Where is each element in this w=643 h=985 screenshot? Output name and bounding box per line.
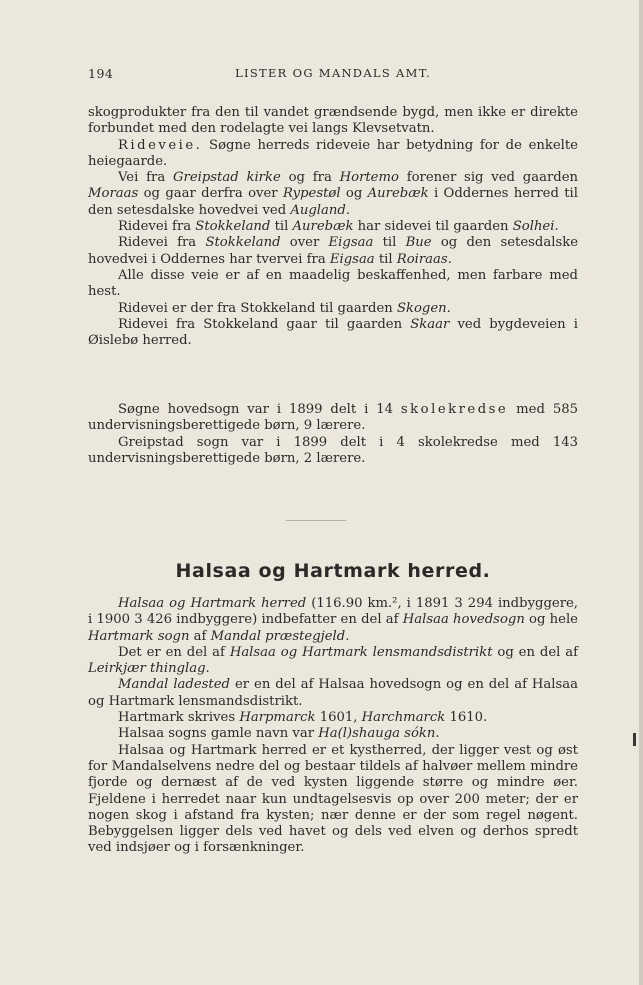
run: og gaar derfra over: [138, 186, 283, 202]
paragraph: [88, 268, 578, 301]
run: Ridevei fra: [118, 235, 206, 251]
section-heading: Halsaa og Hartmark herred.: [175, 560, 491, 582]
run: over: [280, 235, 329, 251]
run: .: [554, 219, 559, 235]
run: Eigsaa: [329, 251, 375, 267]
paragraph: [88, 596, 578, 645]
run: Harchmarck: [361, 710, 446, 726]
run: Alle disse veie er af en maadelig beskaffenhed, men farbare med hest.: [88, 267, 578, 300]
text-block-halsaa: [88, 596, 578, 857]
paragraph: [88, 743, 578, 857]
run: Aurebæk: [292, 219, 354, 235]
run: til: [270, 219, 293, 235]
page-header: [88, 66, 578, 84]
paragraph: [88, 219, 578, 235]
paragraph: [88, 710, 578, 726]
run: Mandal ladested: [118, 677, 230, 693]
run: .: [345, 202, 351, 218]
run: Søgne herreds rideveie har betydning for de enkelte heiegaarde.: [88, 137, 578, 169]
run: Det er en del af: [118, 644, 230, 660]
run: Halsaa og Hartmark lensmandsdistrikt: [229, 644, 493, 660]
run: og hele: [524, 612, 578, 628]
run: Roiraas: [396, 251, 448, 267]
run: Rideveie.: [118, 137, 203, 153]
run: skogprodukter fra den til vandet grændsende bygd, men ikke er direkte forbundet med den rodelagte vei langs Klevsetvatn.: [88, 105, 578, 137]
run: Ha(l)shauga sókn: [318, 726, 436, 742]
run: i Oddernes herred til den setesdalske hovedvei ved: [88, 186, 578, 218]
run: Halsaa og Hartmark herred er et kystherred, der ligger vest og øst for Mandalselvens nedre del og bestaar tildels af halvøer mellem mindre fjorde og dernæst af de ved kysten liggende større og mindre øer. Fjeldene i herredet naar kun undtagelsesvis op over 200 meter; der er nogen skog i afstand fra kysten; nær denne er der som regel nøgent. Bebyggelsen ligger dels ved havet og dels ved elven og derhos spredt ved indsjøer og i forsænkninger.: [88, 742, 578, 856]
paragraph: [88, 235, 578, 268]
run: Halsaa sogns gamle navn var: [118, 726, 319, 742]
run: Vei fra: [118, 170, 173, 186]
run: Moraas: [88, 186, 139, 202]
run: og en del af: [492, 644, 578, 660]
run: 1601,: [315, 710, 362, 726]
run: .: [345, 628, 350, 644]
margin-mark: [633, 733, 636, 746]
run: Rypestøl: [282, 186, 341, 202]
run: af: [189, 628, 211, 644]
run: Ridevei er der fra Stokkeland til gaarden: [118, 300, 397, 316]
run: og fra: [280, 170, 340, 186]
run: Solhei: [512, 219, 555, 235]
paragraph: [88, 105, 578, 138]
paragraph: [88, 317, 578, 350]
run: og: [340, 186, 368, 202]
paragraph: [88, 301, 578, 317]
page-edge: [639, 0, 643, 985]
run: .: [447, 251, 452, 267]
run: Stokkeland: [205, 235, 281, 251]
section-divider: [286, 520, 346, 521]
run: .: [435, 726, 440, 742]
run: (116.90 km.², i 1891 3 294 indbyggere, i 1900 3 426 indbyggere) indbefatter en del af: [88, 596, 579, 628]
run: ved bygdeveien i Øislebø herred.: [88, 316, 578, 349]
run: Halsaa hovedsogn: [402, 612, 525, 628]
paragraph: [88, 645, 578, 678]
run: Mandal præstegjeld: [210, 628, 346, 644]
text-block-schools: [88, 402, 578, 467]
running-title: LISTER OG MANDALS AMT.: [235, 66, 431, 80]
run: til: [374, 251, 397, 267]
run: Halsaa og Hartmark herred: [118, 596, 307, 611]
run: Augland: [290, 202, 346, 218]
paragraph: [88, 726, 578, 742]
text-block-roads: [88, 105, 578, 349]
run: er en del af Halsaa hovedsogn og en del af Halsaa og Hartmark lensmandsdistrikt.: [88, 677, 578, 709]
run: 1610.: [445, 710, 488, 726]
run: med 585 undervisningsberettigede børn, 9 lærere.: [88, 402, 578, 434]
run: Ridevei fra: [118, 219, 196, 235]
paragraph: [88, 170, 578, 219]
run: til: [373, 235, 406, 251]
run: Hartmark skrives: [118, 710, 240, 726]
paragraph: [88, 435, 578, 468]
run: Stokkeland: [195, 219, 271, 235]
run: Harpmarck: [239, 710, 316, 726]
run: Skaar: [410, 316, 450, 332]
run: Eigsaa: [328, 235, 374, 251]
run: Hortemo: [339, 170, 399, 186]
run: og den setesdalske hovedvei i Oddernes har tvervei fra: [88, 235, 579, 267]
run: Aurebæk: [367, 186, 429, 202]
run: Leirkjær thinglag: [88, 661, 206, 677]
run: Greipstad sogn var i 1899 delt i 4 skolekredse med 143 undervisningsberettigede børn, 2 lærere.: [88, 434, 578, 466]
run: .: [205, 661, 210, 677]
run: Bue: [405, 235, 432, 251]
run: Ridevei fra Stokkeland gaar til gaarden: [118, 316, 411, 332]
paragraph: [88, 677, 578, 710]
run: forener sig ved gaarden: [398, 170, 578, 186]
page-number: 194: [88, 66, 114, 81]
run: skolekredse: [400, 402, 509, 417]
paragraph: [88, 402, 578, 435]
run: Skogen: [396, 300, 447, 316]
run: har sidevei til gaarden: [353, 219, 513, 235]
run: Greipstad kirke: [172, 170, 281, 186]
run: Hartmark sogn: [88, 628, 190, 644]
paragraph: [88, 138, 578, 171]
run: .: [446, 300, 451, 316]
run: Søgne hovedsogn var i 1899 delt i 14: [118, 402, 401, 417]
